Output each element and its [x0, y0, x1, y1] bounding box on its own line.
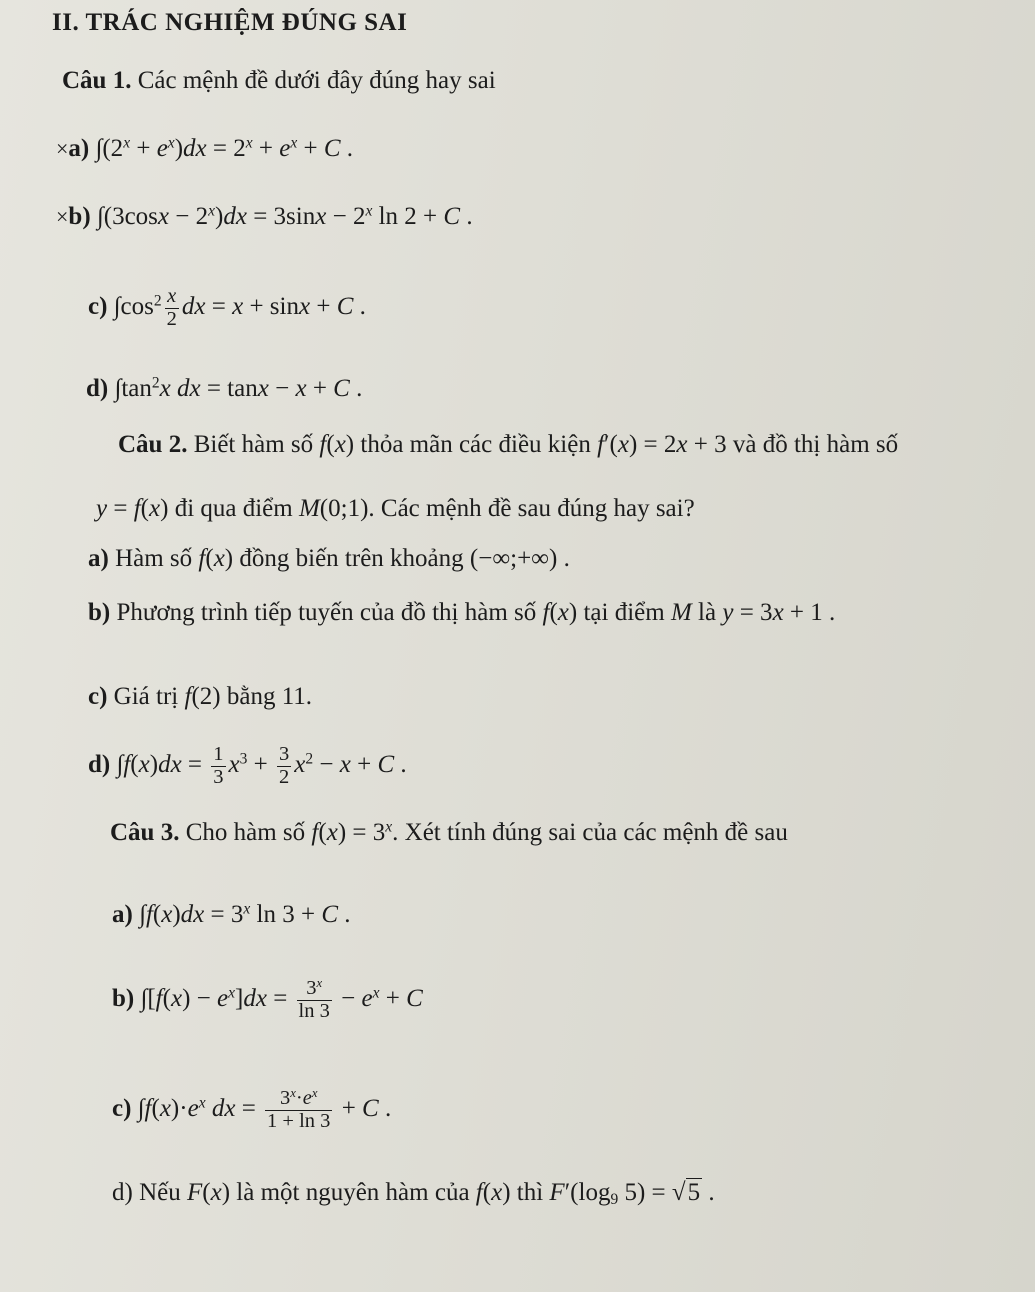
q3-d-t2: là một nguyên hàm của — [236, 1179, 470, 1206]
q2-func: f — [319, 431, 327, 458]
q3-tail: . Xét tính đúng sai của các mệnh đề sau — [392, 819, 788, 846]
q1-c-label: c) — [88, 292, 108, 320]
q3-c-label: c) — [112, 1094, 132, 1122]
cross-mark-icon: × — [56, 136, 69, 161]
section-title: II. TRÁC NGHIỆM ĐÚNG SAI — [52, 9, 408, 36]
q2-tail: và đồ thị hàm số — [732, 431, 899, 458]
q2-a-t1: Hàm số — [115, 545, 193, 572]
q2-cond: thỏa mãn các điều kiện — [360, 431, 591, 458]
q2-derivative: f′(x) = 2x + 3 — [597, 431, 727, 458]
q2-d-formula: ∫f(x)dx = $\frac{1}{3}$ $x^3$ + $\frac{3}{2}$ $x^2 - x + C$ . — [116, 743, 407, 788]
q1-a-label: a) — [68, 135, 90, 162]
q3-d-t3: thì — [516, 1179, 544, 1206]
cross-mark-icon: × — [56, 204, 69, 229]
q2-b-label: b) — [88, 599, 111, 626]
q3-d-t1: Nếu — [139, 1179, 181, 1206]
q1-d-formula: $\int\tan^2x$ dx = tanx − x + C . — [114, 374, 363, 402]
q2-line2-mid: đi qua điểm — [174, 495, 293, 522]
q3-b-formula: $\int[f(x) - e^x]dx$ = $\frac{3^x}{\ln 3}$ − $e^x + C$ — [140, 976, 423, 1022]
q2-option-d — [88, 744, 407, 804]
q2-line1: Câu 2. Biết hàm số f(x) thỏa mãn các điều kiện f′(x) = 2x + 3 và đồ thị hàm số — [118, 431, 899, 458]
q2-option-c: c) Giá trị f(2) bằng 11. — [88, 683, 313, 710]
q2-point: M — [298, 495, 320, 522]
q1-b-formula: $\int(3\cos x - 2^x)dx = 3\sin x - 2^x$ ln 2 + C . — [96, 202, 473, 230]
q1-option-d — [86, 374, 362, 404]
q3-intro: Cho hàm số — [185, 819, 306, 846]
q1-text: Các mệnh đề dưới đây đúng hay sai — [137, 67, 496, 94]
q3-c-formula: $\int f(x)\cdot e^x$ dx = $\frac{3^x\cdot e^x}{1 + \ln 3}$ + C . — [137, 1086, 392, 1132]
q2-label: Câu 2. — [118, 431, 188, 458]
q2-b-t3: là — [698, 599, 717, 626]
q2-a-label: a) — [88, 545, 109, 572]
q2-b-t2: tại điểm — [583, 599, 665, 626]
q2-option-b: b) Phương trình tiếp tuyến của đồ thị hàm số f(x) tại điểm M là y = 3x + 1 . — [88, 599, 836, 626]
q3-option-b — [112, 978, 423, 1038]
q1-label: Câu 1. — [62, 67, 132, 94]
q3-option-a — [112, 900, 351, 930]
q2-line2: y = f(x) đi qua điểm M(0;1). Các mệnh đề sau đúng hay sai? — [96, 495, 695, 522]
q3-b-label: b) — [112, 984, 135, 1012]
q2-intro: Biết hàm số — [193, 431, 314, 458]
q1-option-b — [56, 202, 473, 232]
q1-c-formula: $\int\cos^2$ $\frac{x}{2}$ dx = x + sinx + C . — [113, 285, 366, 330]
q2-d-label: d) — [88, 750, 111, 778]
q3-a-label: a) — [112, 901, 133, 928]
q3-header: Câu 3. Cho hàm số $f(x) = 3^x$. Xét tính đúng sai của các mệnh đề sau — [110, 818, 788, 846]
q1-option-c — [88, 286, 366, 346]
q1-header — [62, 66, 496, 96]
q1-b-label: b) — [68, 203, 91, 230]
q2-c-t2: bằng 11. — [226, 683, 313, 710]
q1-a-formula: $\int(2^x + e^x)dx = 2^x + e^x + C$ . — [95, 134, 354, 162]
q3-option-d: d) Nếu F(x) là một nguyên hàm của f(x) thì $F'(\log_9$ 5) = √5 . — [112, 1179, 715, 1208]
q1-d-label: d) — [86, 375, 109, 402]
q1-option-a — [56, 134, 353, 164]
q3-d-label: d) — [112, 1179, 133, 1206]
q2-c-t1: Giá trị — [113, 683, 179, 710]
q3-d-formula: $F'(\log_9$ 5) = √5 . — [549, 1179, 715, 1208]
q2-b-t1: Phương trình tiếp tuyến của đồ thị hàm số — [116, 599, 537, 626]
q3-option-c — [112, 1088, 391, 1148]
q3-a-formula: $\int f(x)dx = 3^x$ ln 3 + C . — [139, 900, 351, 928]
q2-c-label: c) — [88, 683, 108, 710]
q2-option-a: a) Hàm số f(x) đồng biến trên khoảng (−∞;+∞) . — [88, 545, 570, 572]
q2-line2-tail: . Các mệnh đề sau đúng hay sai? — [368, 495, 695, 522]
q2-a-t2: đồng biến trên khoảng — [239, 545, 464, 572]
q3-label: Câu 3. — [110, 819, 180, 846]
